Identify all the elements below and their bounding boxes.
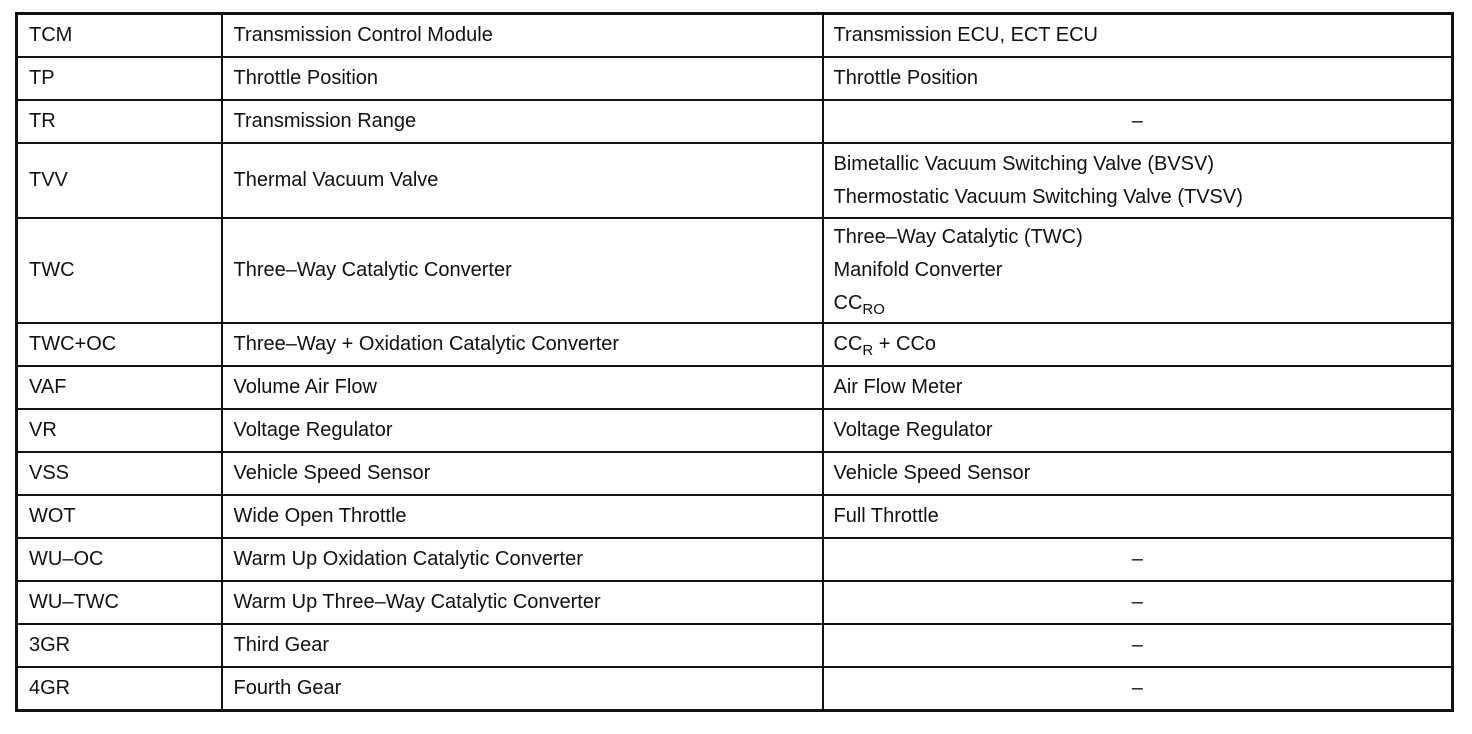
former-term-cell [823, 452, 1453, 495]
table-row [17, 667, 1453, 711]
term-cell: Fourth Gear [222, 667, 823, 711]
former-term-line: – [1131, 634, 1143, 656]
former-term-line: Manifold Converter [833, 259, 1003, 281]
abbreviation-cell: WU–OC [17, 538, 222, 581]
abbreviation-cell: TP [17, 57, 222, 100]
term-cell: Volume Air Flow [222, 366, 823, 409]
table-row [17, 143, 1453, 218]
abbreviation-cell: VR [17, 409, 222, 452]
abbreviation-cell: VSS [17, 452, 222, 495]
former-term-cell [823, 143, 1453, 218]
former-term-subscript: RO [862, 301, 885, 318]
former-term-cell [823, 538, 1453, 581]
former-term-line: Voltage Regulator [833, 419, 993, 441]
term-cell: Three–Way Catalytic Converter [222, 218, 823, 323]
abbreviation-table [15, 12, 1454, 712]
term-cell: Thermal Vacuum Valve [222, 143, 823, 218]
former-term-cell [823, 409, 1453, 452]
abbreviation-cell: 4GR [17, 667, 222, 711]
former-term-line: Vehicle Speed Sensor [833, 462, 1031, 484]
former-term-line: Transmission ECU, ECT ECU [833, 24, 1098, 46]
former-term-line [834, 328, 1452, 361]
former-term-cell [823, 495, 1453, 538]
former-term-base: CC [833, 292, 863, 314]
term-cell: Three–Way + Oxidation Catalytic Converter [222, 323, 823, 366]
former-term-line: Thermostatic Vacuum Switching Valve (TVSV) [833, 185, 1243, 208]
abbreviation-cell: WOT [17, 495, 222, 538]
former-term-line: – [1131, 677, 1143, 699]
table-row [17, 57, 1453, 100]
former-term-cell [823, 581, 1453, 624]
term-cell: Wide Open Throttle [222, 495, 823, 538]
abbreviation-cell: WU–TWC [17, 581, 222, 624]
table-row [17, 495, 1453, 538]
term-cell: Transmission Range [222, 100, 823, 143]
former-term-subscript: R [862, 342, 874, 359]
former-term-cell [823, 323, 1453, 366]
abbreviation-cell: TWC+OC [17, 323, 222, 366]
abbreviation-table-body [17, 14, 1453, 711]
table-row [17, 323, 1453, 366]
term-cell: Transmission Control Module [222, 14, 823, 58]
former-term-cell [823, 14, 1453, 58]
abbreviation-cell: TVV [17, 143, 222, 218]
abbreviation-cell: VAF [17, 366, 222, 409]
former-term-line [834, 287, 1452, 320]
abbreviation-cell: TCM [17, 14, 222, 58]
table-row [17, 624, 1453, 667]
former-term-base: CC [833, 333, 863, 355]
term-cell: Vehicle Speed Sensor [222, 452, 823, 495]
former-term-line: Three–Way Catalytic (TWC) [833, 226, 1083, 248]
abbreviation-cell: TR [17, 100, 222, 143]
former-term-line: – [1131, 591, 1143, 613]
term-cell: Throttle Position [222, 57, 823, 100]
former-term-tail: + CCo [873, 333, 937, 355]
former-term-line: Bimetallic Vacuum Switching Valve (BVSV) [833, 152, 1215, 175]
term-cell: Warm Up Oxidation Catalytic Converter [222, 538, 823, 581]
former-term-line: Air Flow Meter [833, 376, 963, 398]
former-term-cell [823, 218, 1453, 323]
term-cell: Third Gear [222, 624, 823, 667]
former-term-line: – [1131, 548, 1143, 570]
former-term-cell [823, 57, 1453, 100]
former-term-cell [823, 667, 1453, 711]
former-term-cell [823, 100, 1453, 143]
former-term-cell [823, 624, 1453, 667]
table-row [17, 452, 1453, 495]
abbreviation-cell: 3GR [17, 624, 222, 667]
table-row [17, 218, 1453, 323]
term-cell: Voltage Regulator [222, 409, 823, 452]
table-row [17, 100, 1453, 143]
former-term-cell [823, 366, 1453, 409]
former-term-line: – [1131, 110, 1143, 132]
table-row [17, 14, 1453, 58]
former-term-line: Full Throttle [833, 505, 939, 527]
term-cell: Warm Up Three–Way Catalytic Converter [222, 581, 823, 624]
table-row [17, 409, 1453, 452]
abbreviation-cell: TWC [17, 218, 222, 323]
table-row [17, 581, 1453, 624]
table-row [17, 366, 1453, 409]
table-row [17, 538, 1453, 581]
former-term-line: Throttle Position [833, 67, 979, 89]
